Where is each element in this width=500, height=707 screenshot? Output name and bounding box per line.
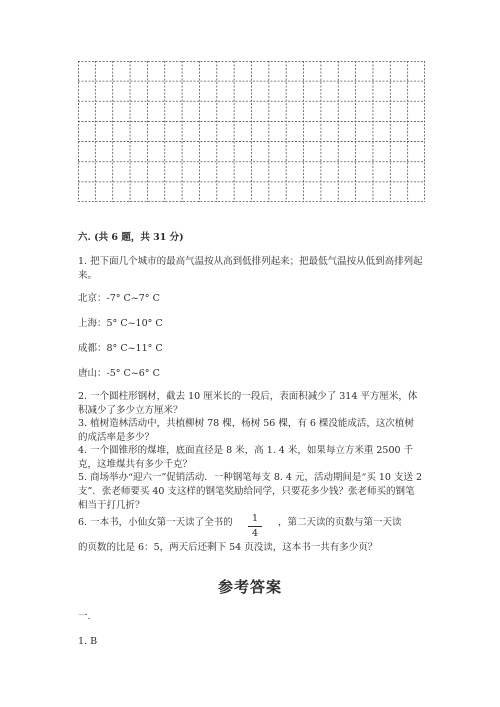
city-chengdu: 成都：8° C~11° C (78, 343, 163, 354)
question-4-text: 4. 一个圆锥形的煤堆，底面直径是 8 米，高 1. 4 米，如果每立方米重 2500 千克，这堆煤共有多少千克？ (78, 445, 414, 470)
fraction-one-quarter (248, 513, 262, 540)
city-shanghai: 上海：5° C~10° C (78, 318, 163, 329)
question-2-text: 2. 一个圆柱形钢材，截去 10 厘米长的一段后，表面积减少了 314 平方厘米，体积减少了多少立方厘米？ (78, 391, 418, 416)
city-tangshan: 唐山：-5° C~6° C (78, 368, 160, 379)
writing-grid (78, 61, 425, 202)
fraction-denominator: 4 (251, 528, 259, 539)
city-beijing: 北京：-7° C~7° C (78, 293, 160, 304)
answer-item-1: 1. B (78, 636, 98, 647)
fraction-numerator: 1 (251, 513, 259, 524)
question-3-text: 3. 植树造林活动中，共植柳树 78 棵，杨树 56 棵，有 6 棵没能成活，这次植树的成活率是多少？ (78, 418, 414, 443)
question-6-part1: 6. 一本书，小仙女第一天读了全书的 (78, 517, 233, 528)
section-6-title: 六. (共 6 题，共 31 分) (78, 232, 184, 243)
question-6-part2: ，第二天读的页数与第一天读 (278, 517, 402, 528)
grid-svg (78, 61, 425, 202)
question-1-text: 1. 把下面几个城市的最高气温按从高到低排列起来；把最低气温按从低到高排列起来。 (78, 256, 423, 281)
question-5-text: 5. 商场举办“迎六一”促销活动．一种钢笔每支 8. 4 元，活动期间是“买 10 支送 2 支”．张老师要买 40 支这样的钢笔奖励给同学，只要花多少钱？张老师买的钢笔相当于打几折？ (78, 472, 423, 511)
answer-section-1: 一. (78, 611, 91, 622)
answer-key-title: 参考答案 (217, 578, 282, 596)
fraction-bar (248, 526, 262, 527)
question-6-line2: 的页数的比是 6：5，两天后还剩下 54 页没读，这本书一共有多少页？ (78, 542, 378, 553)
